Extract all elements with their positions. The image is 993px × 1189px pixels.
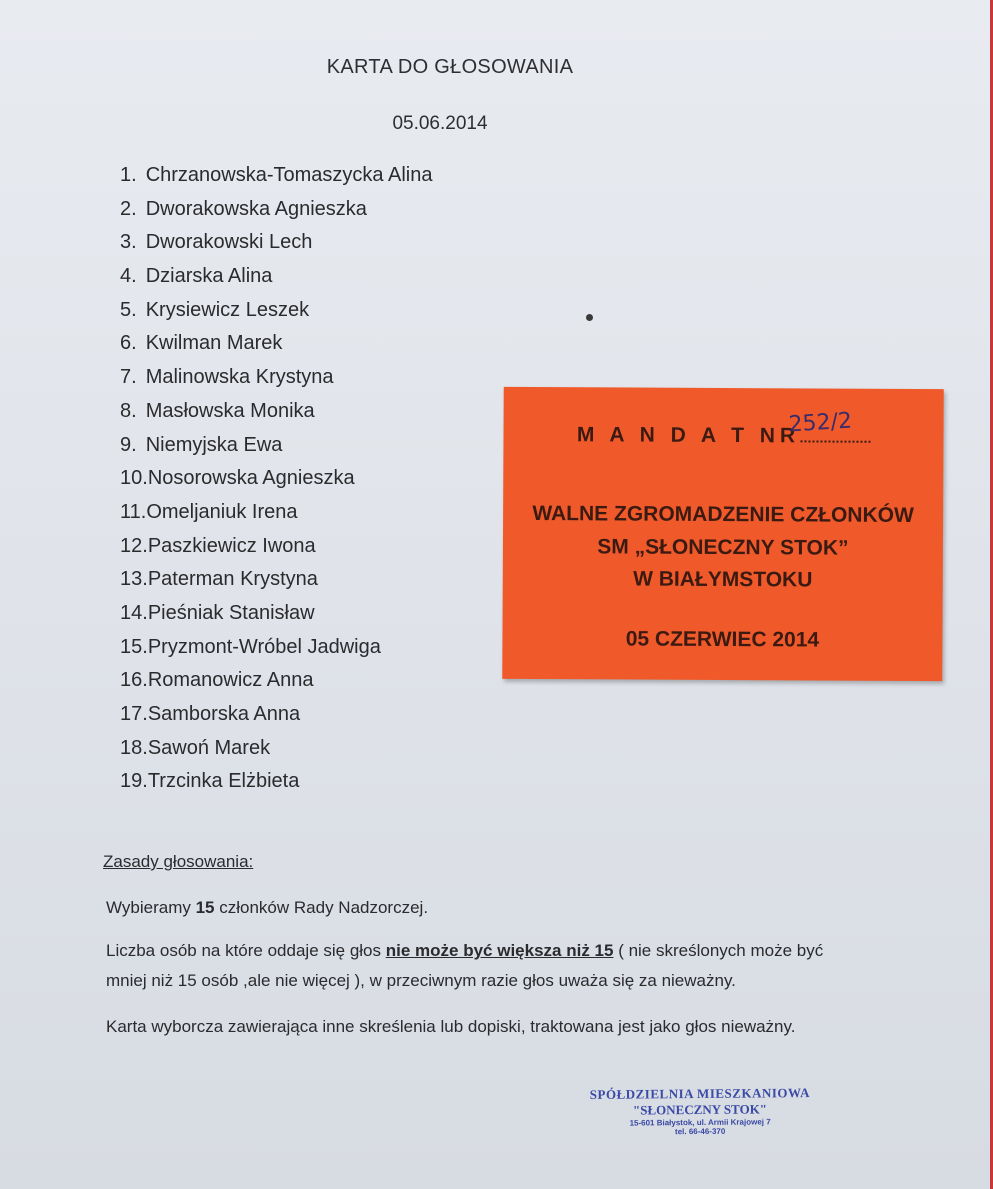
candidate-item (120, 328, 432, 362)
candidate-name: Niemyjska Ewa (145, 433, 283, 456)
candidate-number: 3. (120, 231, 137, 254)
stamp-line-4: tel. 66-46-370 (674, 1126, 726, 1137)
candidate-name: Dworakowska Agnieszka (145, 197, 367, 220)
candidate-item (120, 766, 432, 800)
candidate-item (120, 396, 432, 430)
candidate-name: Pryzmont-Wróbel Jadwiga (147, 635, 381, 658)
mandate-line-1: WALNE ZGROMADZENIE CZŁONKÓW (532, 502, 914, 527)
candidate-number: 13. (120, 568, 148, 591)
mandate-label: M A N D A T NR (576, 423, 801, 448)
candidate-name: Omeljaniuk Irena (146, 500, 298, 523)
candidate-name: Trzcinka Elżbieta (147, 770, 300, 793)
candidate-number: 7. (120, 366, 137, 389)
ballot-date: 05.06.2014 (392, 113, 488, 134)
mandate-number-row (503, 423, 943, 449)
candidate-number: 11. (120, 500, 147, 523)
candidate-item (120, 632, 432, 666)
candidate-item (120, 295, 432, 329)
candidate-number: 19. (120, 770, 148, 793)
candidate-number: 16. (120, 669, 148, 692)
candidate-name: Paszkiewicz Iwona (147, 534, 316, 557)
candidate-number: 2. (120, 197, 137, 220)
candidate-item (120, 564, 432, 598)
rules-text: Wybieramy (106, 898, 196, 917)
rules-text: członków Rady Nadzorczej. (214, 898, 429, 917)
candidate-item (120, 733, 432, 767)
candidate-item (120, 598, 432, 632)
rules-paragraph-1 (106, 893, 428, 923)
mandate-line-3: W BIAŁYMSTOKU (633, 567, 813, 592)
rules-text: mniej niż 15 osób ,ale nie więcej ), w przeciwnym razie głos uważa się za nieważny. (106, 971, 736, 990)
candidate-number: 12. (120, 534, 148, 557)
candidate-number: 18. (120, 736, 148, 759)
mandate-card (502, 387, 944, 681)
rules-paragraph-3: Karta wyborcza zawierająca inne skreślenia lub dopiski, traktowana jest jako głos nieważny. (106, 1017, 796, 1036)
candidate-name: Romanowicz Anna (147, 669, 314, 692)
candidate-number: 5. (120, 298, 137, 321)
candidate-number: 17. (120, 703, 148, 725)
candidate-item (120, 430, 432, 464)
stamp-line-1: SPÓŁDZIELNIA MIESZKANIOWA (589, 1085, 811, 1102)
candidate-number: 4. (120, 265, 137, 288)
cooperative-stamp (580, 1085, 820, 1137)
candidate-item (120, 194, 432, 228)
candidate-item (120, 261, 432, 295)
rules-text: Liczba osób na które oddaje się głos (106, 941, 386, 960)
candidate-name: Sawoń Marek (147, 736, 271, 759)
candidate-number: 15. (120, 635, 148, 658)
candidate-number: 14. (120, 601, 148, 624)
candidate-name: Krysiewicz Leszek (145, 298, 310, 321)
candidate-number: 8. (120, 399, 137, 422)
candidate-name: Dziarska Alina (145, 265, 273, 288)
candidate-name: Samborska Anna (147, 703, 301, 725)
rules-text: ( nie skreślonych może być (613, 941, 824, 960)
rules-paragraph-2 (106, 936, 823, 996)
candidate-item (120, 699, 432, 733)
candidate-name: Dworakowski Lech (145, 231, 313, 254)
ink-dot (586, 314, 593, 321)
candidate-name: Malinowska Krystyna (145, 366, 334, 389)
candidate-item (120, 531, 432, 565)
ballot-title: KARTA DO GŁOSOWANIA (326, 56, 574, 78)
stamp-line-2: "SŁONECZNY STOK" (632, 1101, 768, 1118)
candidate-number: 9. (120, 433, 137, 456)
candidate-name: Chrzanowska-Tomaszycka Alina (145, 164, 433, 186)
mandate-date: 05 CZERWIEC 2014 (625, 627, 820, 652)
stamp-line-3: 15-601 Białystok, ul. Armii Krajowej 7 (629, 1117, 771, 1128)
rules-underlined: nie może być większa niż 15 (385, 941, 614, 960)
rules-bold: 15 (195, 898, 215, 917)
candidate-number: 10. (120, 467, 148, 490)
candidate-item (120, 227, 432, 261)
candidate-item (120, 463, 432, 497)
rules-heading: Zasady głosowania: (103, 852, 254, 871)
candidate-name: Pieśniak Stanisław (147, 601, 315, 624)
candidate-number: 1. (120, 164, 137, 186)
candidate-item (120, 497, 432, 531)
candidate-name: Paterman Krystyna (147, 568, 318, 591)
candidate-list (120, 160, 432, 800)
candidate-number: 6. (120, 332, 137, 355)
candidate-item (120, 160, 432, 194)
candidate-item (120, 362, 432, 396)
mandate-line-2: SM „SŁONECZNY STOK” (597, 535, 849, 560)
candidate-name: Nosorowska Agnieszka (147, 467, 355, 490)
mandate-number: 252/2 (787, 408, 853, 438)
candidate-name: Masłowska Monika (145, 399, 315, 422)
candidate-item (120, 665, 432, 699)
candidate-name: Kwilman Marek (145, 332, 283, 355)
